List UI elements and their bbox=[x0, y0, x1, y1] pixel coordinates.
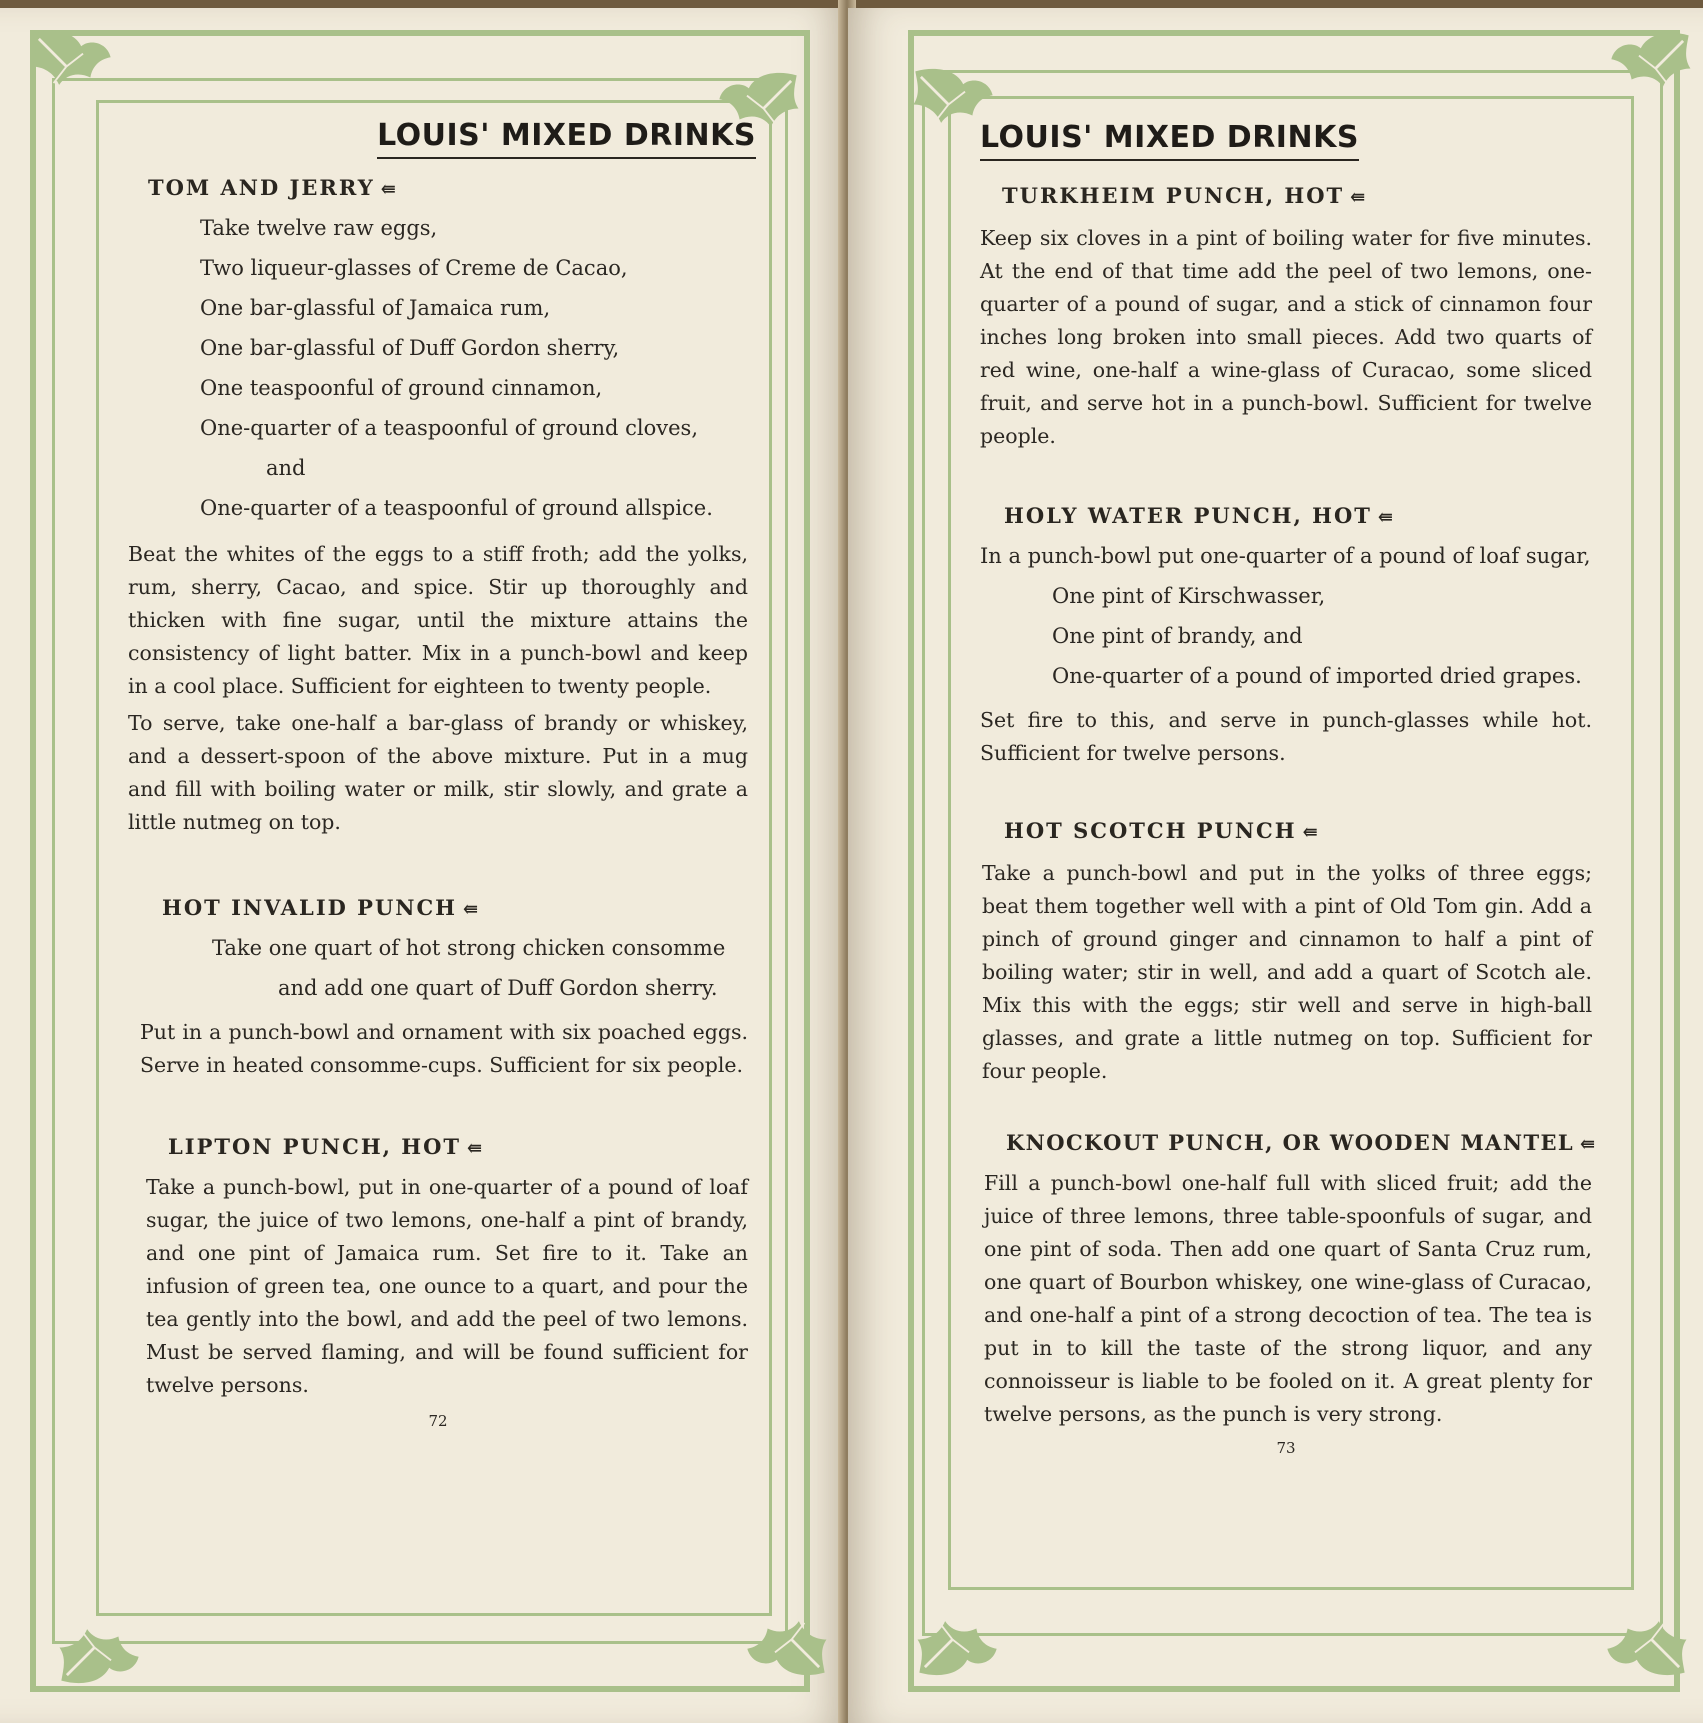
recipe-paragraph: To serve, take one-half a bar-glass of brandy or whiskey, and a dessert-spoon of the above mixture. Put in a mug and fill with boiling water or milk, stir slowly, and grate a little nutmeg on top. bbox=[128, 711, 748, 834]
corner-leaf-ornament bbox=[26, 26, 118, 118]
recipe-title: LIPTON PUNCH, HOT ⇚ bbox=[168, 1134, 483, 1159]
ingredient-line: and add one quart of Duff Gordon sherry. bbox=[278, 976, 718, 1000]
recipe-title: TURKHEIM PUNCH, HOT ⇚ bbox=[1002, 183, 1366, 208]
ingredient-line: One-quarter of a pound of imported dried grapes. bbox=[1052, 664, 1582, 688]
recipe-paragraph: Fill a punch-bowl one-half full with sliced fruit; add the juice of three lemons, three table-spoonfuls of sugar, and one pint of soda. Then add one quart of Santa Cruz rum, one quart of Bourbon whiskey, one wine-glass of Curacao, and one-half a pint of a strong decoction of tea. The tea is put in to kill the taste of the strong liquor, and any connoisseur is liable to be fooled on it. A great plenty for twelve persons, as the punch is very strong. bbox=[984, 1171, 1592, 1426]
ornament-icon: ⇚ bbox=[463, 899, 479, 920]
ingredient-list bbox=[200, 208, 748, 528]
ingredient-line: One bar-glassful of Duff Gordon sherry, bbox=[200, 336, 620, 360]
corner-leaf-ornament bbox=[54, 1596, 146, 1688]
recipe-paragraph: Take a punch-bowl and put in the yolks of three eggs; beat them together well with a pint of Old Tom gin. Add a pinch of ground ginger and cinnamon to half a pint of boiling water; stir in well, and add a quart of Scotch ale. Mix this with the eggs; stir well and serve in high-ball glasses, and grate a little nutmeg on top. Sufficient for four people. bbox=[982, 861, 1592, 1083]
right-page-content bbox=[980, 120, 1596, 1457]
running-head: LOUIS' MIXED DRINKS bbox=[377, 118, 756, 159]
right-page bbox=[848, 8, 1703, 1723]
recipe-title: TOM AND JERRY ⇚ bbox=[148, 175, 396, 200]
recipe-paragraph: Take a punch-bowl, put in one-quarter of a pound of loaf sugar, the juice of two lemons, one-half a pint of brandy, and one pint of Jamaica rum. Set fire to it. Take an infusion of green tea, one ounce to a quart, and pour the tea gently into the bowl, and add the peel of two lemons. Must be served flaming, and will be found sufficient for twelve persons. bbox=[146, 1175, 748, 1397]
recipe-intro: In a punch-bowl put one-quarter of a pound of loaf sugar, bbox=[980, 544, 1591, 568]
corner-leaf-ornament bbox=[1600, 1588, 1692, 1680]
ingredient-line: and bbox=[266, 456, 306, 480]
ingredient-line: One pint of brandy, and bbox=[1052, 624, 1303, 648]
recipe-title: HOT INVALID PUNCH ⇚ bbox=[162, 895, 479, 920]
page-number: 72 bbox=[428, 1412, 448, 1430]
ornament-icon: ⇚ bbox=[380, 179, 396, 200]
ingredient-line: One-quarter of a teaspoonful of ground cloves, bbox=[200, 416, 699, 440]
ornament-icon: ⇚ bbox=[1377, 507, 1393, 528]
recipe-paragraph: Set fire to this, and serve in punch-glasses while hot. Sufficient for twelve persons. bbox=[980, 708, 1592, 765]
ingredient-line: One teaspoonful of ground cinnamon, bbox=[200, 376, 603, 400]
ornament-icon: ⇚ bbox=[1580, 1134, 1596, 1155]
ingredient-line: One pint of Kirschwasser, bbox=[1052, 584, 1326, 608]
ingredient-line: Two liqueur-glasses of Creme de Cacao, bbox=[200, 256, 628, 280]
page-number: 73 bbox=[1276, 1439, 1296, 1457]
corner-leaf-ornament bbox=[1604, 28, 1696, 120]
recipe-paragraph: Put in a punch-bowl and ornament with six poached eggs. Serve in heated consomme-cups. Sufficient for six people. bbox=[140, 1020, 748, 1077]
ingredient-line: One bar-glassful of Jamaica rum, bbox=[200, 296, 551, 320]
ingredient-line: Take twelve raw eggs, bbox=[200, 216, 438, 240]
ornament-icon: ⇚ bbox=[467, 1138, 483, 1159]
ingredient-line: Take one quart of hot strong chicken consomme bbox=[212, 936, 726, 960]
running-head: LOUIS' MIXED DRINKS bbox=[980, 120, 1359, 161]
recipe-title: KNOCKOUT PUNCH, OR WOODEN MANTEL ⇚ bbox=[1006, 1130, 1596, 1155]
corner-leaf-ornament bbox=[740, 1588, 832, 1680]
ornament-icon: ⇚ bbox=[1350, 187, 1366, 208]
ingredient-list bbox=[128, 928, 748, 1008]
recipe-paragraph: Keep six cloves in a pint of boiling water for five minutes. At the end of that time add the peel of two lemons, one-quarter of a pound of sugar, and a stick of cinnamon four inches long broken into small pieces. Add two quarts of red wine, one-half a wine-glass of Curacao, some sliced fruit, and serve hot in a punch-bowl. Sufficient for twelve people. bbox=[980, 226, 1592, 448]
ingredient-line: One-quarter of a teaspoonful of ground allspice. bbox=[200, 496, 713, 520]
recipe-paragraph: Beat the whites of the eggs to a stiff froth; add the yolks, rum, sherry, Cacao, and spice. Stir up thoroughly and thicken with fine sugar, until the mixture attains the consistency of light batter. Mix in a punch-bowl and keep in a cool place. Sufficient for eighteen to twenty people. bbox=[128, 542, 748, 698]
recipe-title: HOLY WATER PUNCH, HOT ⇚ bbox=[1004, 503, 1393, 528]
left-page-content bbox=[128, 118, 756, 1430]
ornament-icon: ⇚ bbox=[1302, 822, 1318, 843]
ingredient-list bbox=[1052, 576, 1592, 696]
recipe-title: HOT SCOTCH PUNCH ⇚ bbox=[1004, 818, 1318, 843]
corner-leaf-ornament bbox=[912, 1588, 1004, 1680]
left-page bbox=[0, 8, 845, 1723]
